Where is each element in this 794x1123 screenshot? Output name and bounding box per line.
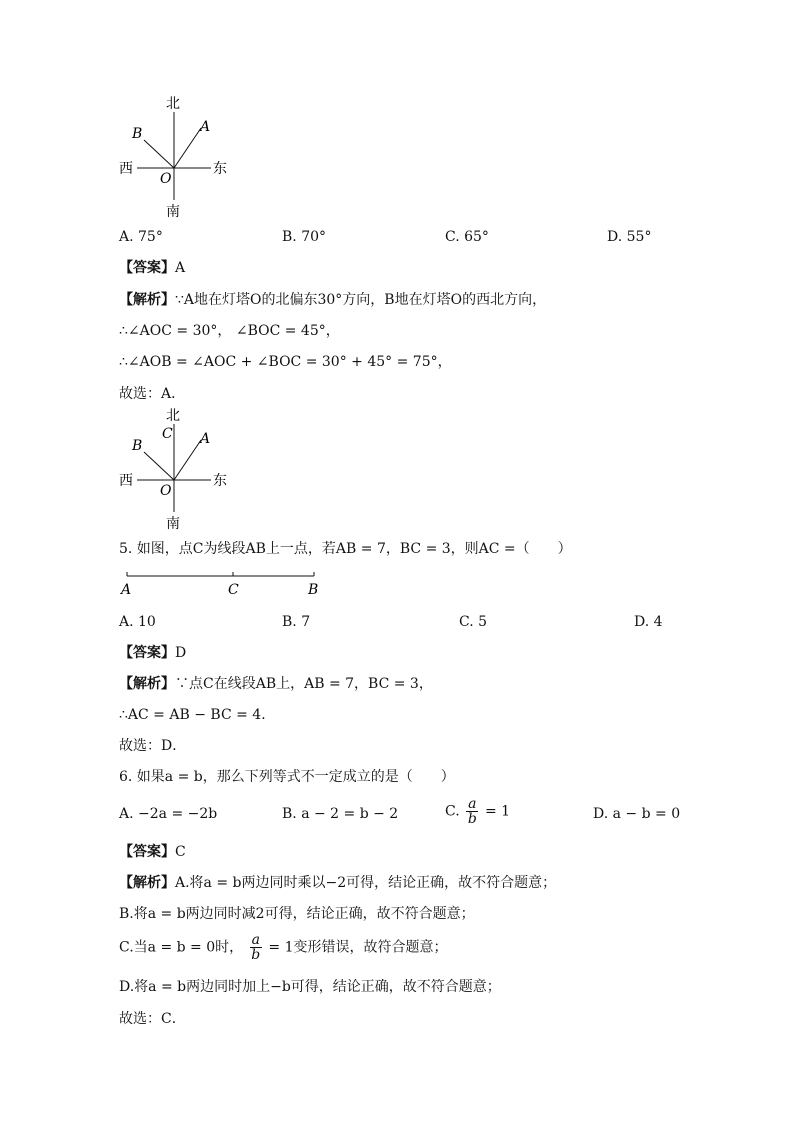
ray-ob [144, 140, 174, 168]
q4-answer [119, 258, 185, 278]
fraction-numerator: a [468, 796, 477, 812]
label-north: 北 [166, 96, 180, 112]
q6-answer [119, 842, 186, 862]
q5-stem: 5. 如图，点C为线段AB上一点，若AB = 7，BC = 3，则AC =（ ） [119, 541, 572, 557]
point-c-label: C [228, 582, 239, 598]
label-o: O [160, 483, 172, 499]
q6-analysis-1 [119, 873, 556, 893]
q5-option-d: D. 4 [634, 614, 663, 630]
compass-figure-2 [115, 404, 235, 534]
label-a: A [200, 119, 211, 135]
segment-figure [115, 568, 335, 602]
point-b-label: B [308, 582, 319, 598]
label-b: B [132, 438, 143, 454]
analysis-text: ∵A地在灯塔O的北偏东30°方向，B地在灯塔O的西北方向， [175, 292, 547, 308]
q6-option-d: D. a − b = 0 [593, 806, 681, 822]
analysis-fraction [250, 933, 262, 962]
option-c-fraction [466, 797, 478, 826]
label-north: 北 [166, 408, 180, 424]
q5-analysis-3: 故选：D． [119, 738, 187, 754]
answer-value: C [175, 844, 186, 860]
label-a: A [200, 431, 211, 447]
q5-analysis-1 [119, 674, 433, 694]
analysis-text: A.将a = b两边同时乘以−2可得，结论正确，故不符合题意； [175, 875, 557, 891]
q6-option-c [445, 797, 510, 826]
q4-analysis-2: ∴∠AOC = 30°， ∠BOC = 45°， [119, 323, 340, 339]
q5-answer [119, 643, 186, 663]
label-c: C [162, 426, 173, 442]
q4-option-a: A. 75° [119, 229, 163, 245]
fraction-denominator: b [467, 811, 477, 827]
q6-analysis-5: 故选：C． [119, 1011, 186, 1027]
q6-stem: 6. 如果a = b，那么下列等式不一定成立的是（ ） [119, 769, 455, 785]
q4-option-c: C. 65° [445, 229, 489, 245]
fraction-denominator: b [251, 947, 261, 963]
analysis-text: = 1变形错误，故符合题意； [268, 939, 448, 956]
q6-analysis-4: D.将a = b两边同时加上−b可得，结论正确，故不符合题意； [119, 979, 501, 995]
ray-ob [144, 452, 174, 480]
q4-analysis-1 [119, 290, 546, 310]
q5-option-c: C. 5 [459, 614, 488, 630]
q4-analysis-3: ∴∠AOB = ∠AOC + ∠BOC = 30° + 45° = 75°， [119, 354, 452, 370]
option-c-label: C. [445, 803, 460, 820]
analysis-text: ∵点C在线段AB上，AB = 7，BC = 3， [175, 676, 433, 692]
fraction-rhs: = 1 [484, 803, 511, 820]
q6-option-b: B. a − 2 = b − 2 [282, 806, 399, 822]
label-o: O [160, 171, 172, 187]
label-south: 南 [166, 516, 180, 532]
analysis-tag: 【解析】 [119, 676, 175, 692]
q4-option-b: B. 70° [282, 229, 327, 245]
ray-oa [174, 440, 201, 480]
q4-option-d: D. 55° [607, 229, 652, 245]
compass-figure-1 [115, 92, 235, 222]
fraction-numerator: a [251, 932, 260, 948]
q4-analysis-4: 故选：A． [119, 386, 186, 402]
label-west: 西 [119, 473, 133, 489]
q6-option-a: A. −2a = −2b [119, 806, 218, 822]
label-south: 南 [166, 204, 180, 220]
q5-option-b: B. 7 [282, 614, 311, 630]
analysis-tag: 【解析】 [119, 875, 175, 891]
label-east: 东 [213, 473, 227, 489]
label-west: 西 [119, 161, 133, 177]
answer-value: D [175, 645, 187, 661]
q5-option-a: A. 10 [119, 614, 156, 630]
label-b: B [132, 126, 143, 142]
q6-analysis-3 [119, 933, 448, 962]
answer-tag: 【答案】 [119, 844, 175, 860]
analysis-text: C.当a = b = 0时， [119, 939, 244, 956]
answer-value: A [175, 260, 186, 276]
answer-tag: 【答案】 [119, 260, 175, 276]
q5-analysis-2: ∴AC = AB − BC = 4． [119, 707, 276, 723]
point-a-label: A [121, 582, 132, 598]
analysis-tag: 【解析】 [119, 292, 175, 308]
label-east: 东 [213, 161, 227, 177]
ray-oa [174, 128, 201, 168]
q6-analysis-2: B.将a = b两边同时减2可得，结论正确，故不符合题意； [119, 906, 475, 922]
answer-tag: 【答案】 [119, 645, 175, 661]
